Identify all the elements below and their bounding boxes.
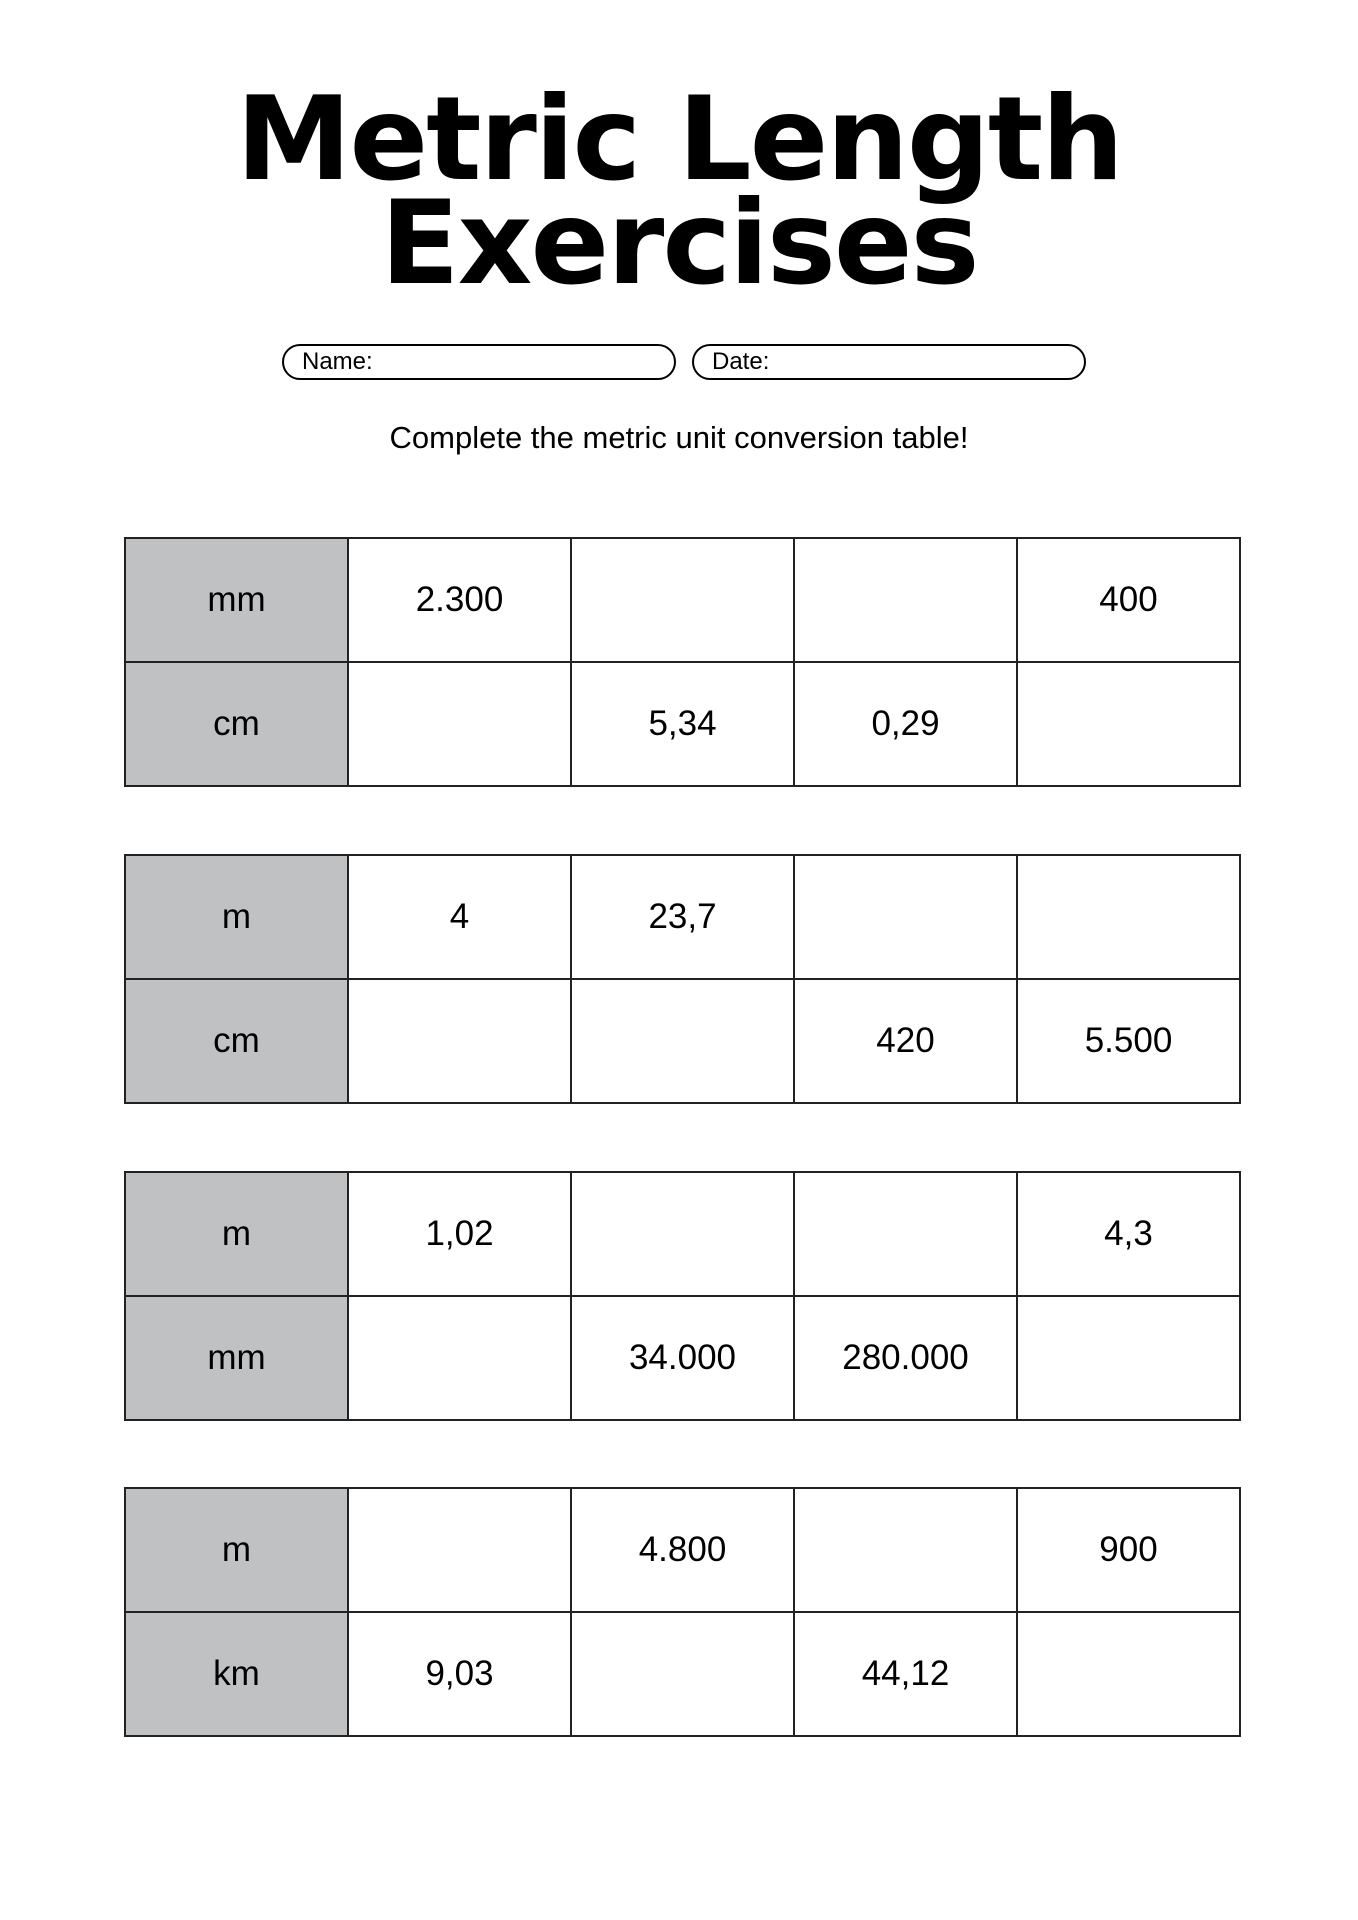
conversion-table-2 <box>124 854 1241 1104</box>
conversion-table-4 <box>124 1487 1241 1737</box>
table-cell[interactable] <box>571 538 794 662</box>
table-cell[interactable] <box>571 979 794 1103</box>
table-cell[interactable] <box>348 662 571 786</box>
table-cell[interactable] <box>348 1296 571 1420</box>
table-row <box>125 1612 1240 1736</box>
table-cell[interactable]: 5,34 <box>571 662 794 786</box>
table-cell[interactable]: 4,3 <box>1017 1172 1240 1296</box>
table-cell[interactable]: 900 <box>1017 1488 1240 1612</box>
table-cell[interactable]: 2.300 <box>348 538 571 662</box>
table-cell[interactable]: 280.000 <box>794 1296 1017 1420</box>
table-row <box>125 1488 1240 1612</box>
conversion-table-3 <box>124 1171 1241 1421</box>
table-row <box>125 662 1240 786</box>
table-cell[interactable] <box>1017 1296 1240 1420</box>
table-cell[interactable]: 4 <box>348 855 571 979</box>
table-cell[interactable] <box>794 1172 1017 1296</box>
table-cell[interactable] <box>348 1488 571 1612</box>
unit-label: m <box>125 1488 348 1612</box>
date-field[interactable] <box>692 344 1086 380</box>
table-cell[interactable] <box>1017 1612 1240 1736</box>
table-row <box>125 979 1240 1103</box>
table-cell[interactable]: 34.000 <box>571 1296 794 1420</box>
unit-label: cm <box>125 662 348 786</box>
name-label: Name: <box>302 348 373 375</box>
unit-label: cm <box>125 979 348 1103</box>
table-cell[interactable]: 5.500 <box>1017 979 1240 1103</box>
name-field[interactable] <box>282 344 676 380</box>
table-cell[interactable]: 1,02 <box>348 1172 571 1296</box>
table-cell[interactable]: 4.800 <box>571 1488 794 1612</box>
table-cell[interactable] <box>794 538 1017 662</box>
table-cell[interactable] <box>348 979 571 1103</box>
instruction-text: Complete the metric unit conversion table! <box>389 420 969 455</box>
table-cell[interactable] <box>1017 662 1240 786</box>
page-title-line-2: Exercises <box>380 176 978 311</box>
unit-label: mm <box>125 1296 348 1420</box>
table-cell[interactable] <box>571 1612 794 1736</box>
table-row <box>125 538 1240 662</box>
unit-label: m <box>125 855 348 979</box>
page-title <box>0 72 1358 311</box>
unit-label: km <box>125 1612 348 1736</box>
table-cell[interactable] <box>794 1488 1017 1612</box>
table-cell[interactable]: 9,03 <box>348 1612 571 1736</box>
unit-label: m <box>125 1172 348 1296</box>
table-row <box>125 1296 1240 1420</box>
table-cell[interactable]: 23,7 <box>571 855 794 979</box>
table-cell[interactable]: 420 <box>794 979 1017 1103</box>
table-cell[interactable] <box>571 1172 794 1296</box>
table-cell[interactable]: 400 <box>1017 538 1240 662</box>
table-cell[interactable]: 44,12 <box>794 1612 1017 1736</box>
conversion-table-1 <box>124 537 1241 787</box>
unit-label: mm <box>125 538 348 662</box>
table-cell[interactable]: 0,29 <box>794 662 1017 786</box>
table-row <box>125 855 1240 979</box>
date-label: Date: <box>712 348 770 375</box>
table-row <box>125 1172 1240 1296</box>
table-cell[interactable] <box>794 855 1017 979</box>
page-title-line-1: Metric Length <box>236 72 1122 207</box>
table-cell[interactable] <box>1017 855 1240 979</box>
